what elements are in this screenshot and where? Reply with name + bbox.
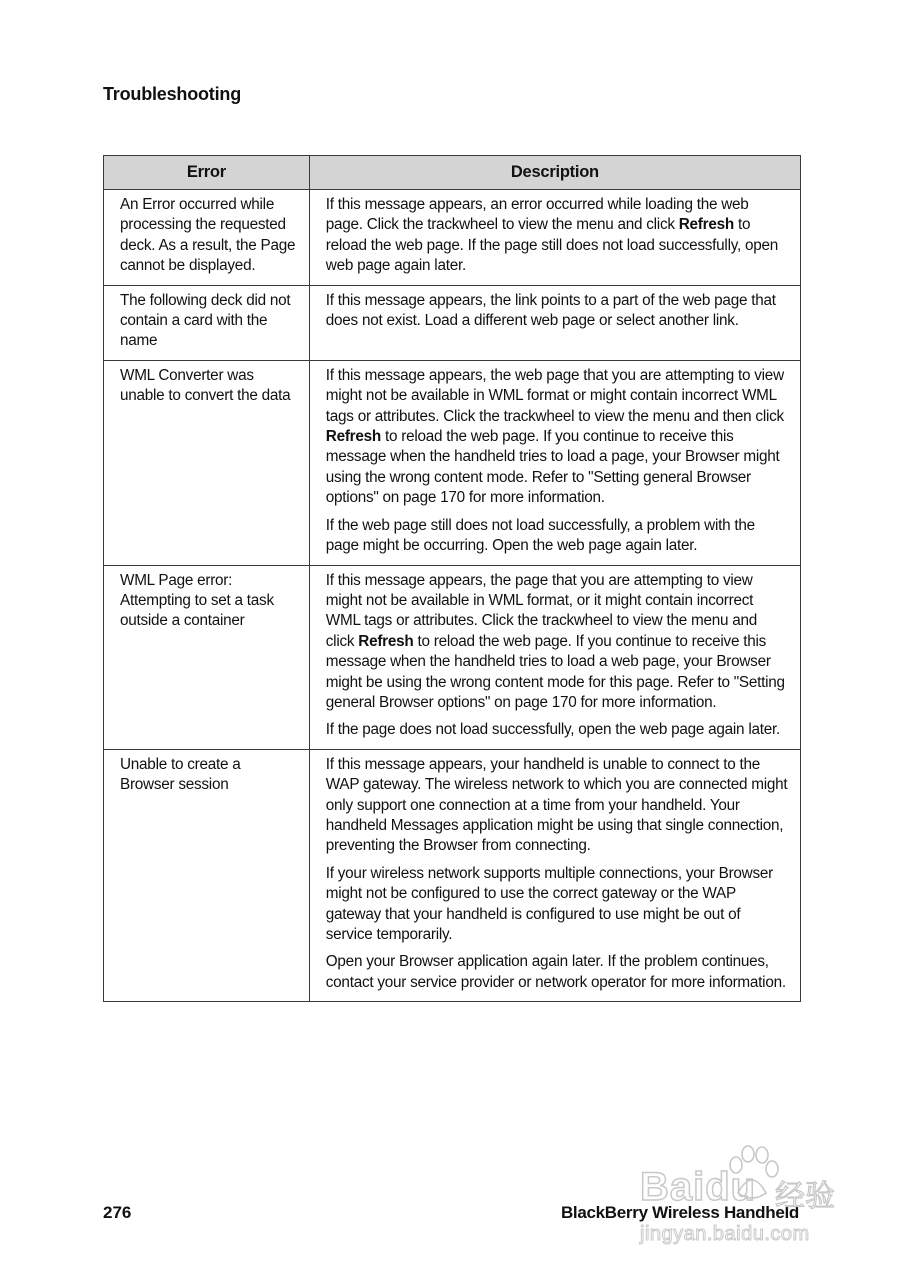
text-run: If this message appears, the page that you are attempting to view might not be available in WML format, or it might contain incorrect WML tags or attributes. Click the trackwheel to view the menu and click [325, 571, 758, 650]
baidu-watermark [640, 1145, 855, 1255]
description-cell [309, 749, 800, 1001]
description-paragraph [326, 864, 788, 946]
description-paragraph [326, 195, 788, 277]
troubleshooting-table [103, 155, 801, 1002]
paw-icon [722, 1145, 782, 1207]
description-paragraph [326, 571, 788, 714]
description-paragraph [326, 720, 788, 740]
text-run: If the page does not load successfully, open the web page again later. [325, 721, 780, 739]
watermark-chinese-text: 经验 [775, 1180, 835, 1213]
description-cell [309, 360, 800, 565]
column-header-description: Description [309, 156, 800, 190]
text-run: If this message appears, the link points to a part of the web page that does not exist. Load a different web page or select another link. [325, 291, 776, 330]
text-run: If this message appears, your handheld is unable to connect to the WAP gateway. The wireless network to which you are connected might only support one connection at a time from your handheld. Your handheld Messages application might be using that single connection, preventing the Browser from connecting. [325, 755, 788, 855]
error-cell: Unable to create a Browser session [104, 749, 310, 1001]
table-row [104, 749, 801, 1001]
text-run: to reload the web page. If you continue to receive this message when the handheld tries to load a page, your Browser might using the wrong content mode. Refer to "Setting general Browser options" on page 170 for more information. [325, 428, 780, 507]
table-row [104, 285, 801, 360]
text-run: Open your Browser application again later. If the problem continues, contact your service provider or network operator for more information. [325, 953, 786, 991]
table-row [104, 360, 801, 565]
error-cell: An Error occurred while processing the requested deck. As a result, the Page cannot be displayed. [104, 190, 310, 286]
text-run: If the web page still does not load successfully, a problem with the page might be occurring. Open the web page again later. [325, 516, 755, 555]
text-run: If your wireless network supports multiple connections, your Browser might not be configured to use the correct gateway or the WAP gateway that your handheld is configured to use might be out of service temporarily. [325, 864, 773, 943]
text-run: If this message appears, the web page that you are attempting to view might not be available in WML format or might contain incorrect WML tags or attributes. Click the trackwheel to view the menu and then click [325, 366, 784, 425]
footer-book-title: BlackBerry Wireless Handheld [560, 1203, 799, 1222]
description-cell [309, 190, 800, 286]
page-heading: Troubleshooting [103, 84, 241, 104]
description-paragraph [326, 755, 788, 857]
footer-page-number: 276 [103, 1203, 132, 1222]
watermark-url: jingyan.baidu.com [640, 1223, 810, 1245]
description-paragraph [326, 516, 788, 557]
table-row [104, 190, 801, 286]
column-header-error: Error [104, 156, 310, 190]
description-paragraph [326, 291, 788, 332]
description-paragraph [326, 366, 788, 509]
description-cell [309, 565, 800, 749]
description-paragraph [326, 952, 788, 993]
error-cell: The following deck did not contain a card with the name [104, 285, 310, 360]
text-run: If this message appears, an error occurred while loading the web page. Click the trackwheel to view the menu and click [325, 196, 749, 234]
text-run: to reload the web page. If you continue to receive this message when the handheld tries to load a web page, your Browser might be using the wrong content mode for this page. Refer to "Setting general Browser options" on page 170 for more information. [325, 632, 785, 711]
bold-term: Refresh [358, 632, 414, 650]
bold-term: Refresh [325, 428, 381, 446]
error-cell: WML Page error: Attempting to set a task outside a container [104, 565, 310, 749]
error-cell: WML Converter was unable to convert the data [104, 360, 310, 565]
watermark-logo-text: Baidu [640, 1165, 757, 1209]
text-run: to reload the web page. If the page still does not load successfully, open web page again later. [325, 216, 779, 275]
bold-term: Refresh [678, 216, 734, 234]
description-cell [309, 285, 800, 360]
table-row [104, 565, 801, 749]
table-header-row [104, 156, 801, 190]
